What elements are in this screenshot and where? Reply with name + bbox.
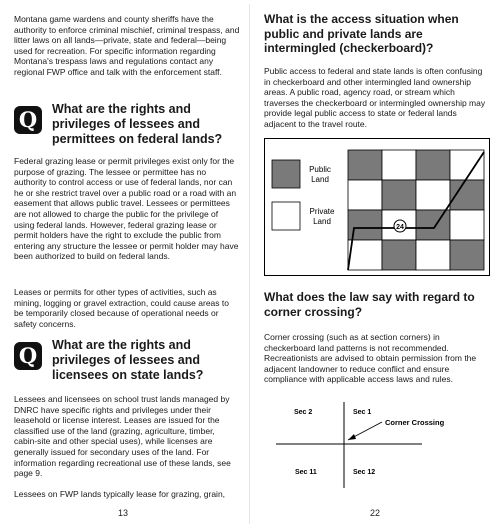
state-lessees-paragraph: Lessees and licensees on school trust lands managed by DNRC have specific rights and privileges under their leasehold or license interest. Leases are issued for the classified use of the land (grazing, agriculture, timber, cabin-site and other special uses), while licenses are generally issued for secondary uses of the land. For information regarding recreational use of these lands, see page 9. (14, 394, 231, 479)
q-badge-icon: Q (14, 342, 42, 370)
legend-private-line1: Private (309, 207, 335, 216)
checkerboard-diagram (264, 138, 490, 276)
question-federal-lands (14, 102, 240, 156)
public-land-cell (382, 240, 416, 270)
question-title: What are the rights and privileges of lessees and licensees on state lands? (52, 338, 204, 382)
federal-grazing-paragraph: Federal grazing lease or permit privileges exist only for the purpose of grazing. The lessee or permittee has no authority to control access or use of federal lands, nor can he or she restrict travel over a public road or a road with an easement that allows public travel. Lessees or permittees are not allowed to charge the public for the privilege of using federal lands. However, federal grazing lease or permit holders have the right to exclude the public from entering any structure the lessee or permit holder may have been authorized to build on federal lands. (14, 156, 239, 262)
question-title: What are the rights and privileges of lessees and permittees on federal lands? (52, 102, 223, 146)
checkerboard-heading: What is the access situation when public and private lands are intermingled (checkerboard)? (264, 12, 459, 55)
public-land-cell (416, 210, 450, 240)
private-land-cell (348, 240, 382, 270)
private-land-cell (450, 210, 484, 240)
corner-crossing-label: Corner Crossing (385, 418, 445, 427)
legend-public-line2: Land (311, 175, 329, 184)
public-land-cell (416, 150, 450, 180)
checkerboard-paragraph: Public access to federal and state lands is often confusing in checkerboard and other intermingled land ownership areas. A public road, agency road, or stream which traverses the checkerboard or intermingled ownership may provide legal public access to state or federal lands adjacent to the travel route. (264, 66, 486, 129)
question-state-lands (14, 338, 240, 392)
corner-crossing-heading: What does the law say with regard to corner crossing? (264, 290, 475, 319)
legend-private-line2: Land (313, 217, 331, 226)
sec-2-label: Sec 2 (294, 409, 313, 416)
public-land-swatch (272, 160, 300, 188)
public-land-cell (450, 240, 484, 270)
other-leases-paragraph: Leases or permits for other types of activities, such as mining, logging or gravel extraction, could cause areas to be temporarily closed because of operational needs or safety concerns. (14, 287, 229, 329)
private-land-cell (416, 180, 450, 210)
private-land-cell (382, 150, 416, 180)
sec-11-label: Sec 11 (295, 469, 317, 476)
page-number: 13 (118, 508, 129, 518)
road-number: 24 (396, 224, 404, 231)
page-number: 22 (370, 508, 381, 518)
public-land-cell (348, 150, 382, 180)
private-land-swatch (272, 202, 300, 230)
fwp-lessees-paragraph: Lessees on FWP lands typically lease for grazing, grain, (14, 489, 226, 499)
sec-1-label: Sec 1 (353, 409, 372, 416)
private-land-cell (348, 180, 382, 210)
intro-paragraph: Montana game wardens and county sheriffs have the authority to enforce criminal mischief, criminal trespass, and litter laws on all lands—private, state and federal—being used for recreation. For specific information regarding Montana's trespass laws and regulations contact any regional FWP office and talk with the enforcement staff. (14, 14, 240, 77)
sec-12-label: Sec 12 (353, 469, 376, 476)
pointer-arrowhead-icon (348, 434, 356, 440)
q-badge-icon: Q (14, 106, 42, 134)
private-land-cell (416, 240, 450, 270)
private-land-cell (450, 150, 484, 180)
corner-crossing-paragraph: Corner crossing (such as at section corners) in checkerboard land patterns is not recommended. Recreationists are advised to obtain permission from the adjacent landowner to reduce conflict and ensure compliance with applicable access laws and rules. (264, 332, 477, 385)
corner-crossing-diagram (264, 400, 490, 490)
right-page (250, 0, 500, 532)
legend-public-line1: Public (309, 165, 331, 174)
public-land-cell (382, 180, 416, 210)
